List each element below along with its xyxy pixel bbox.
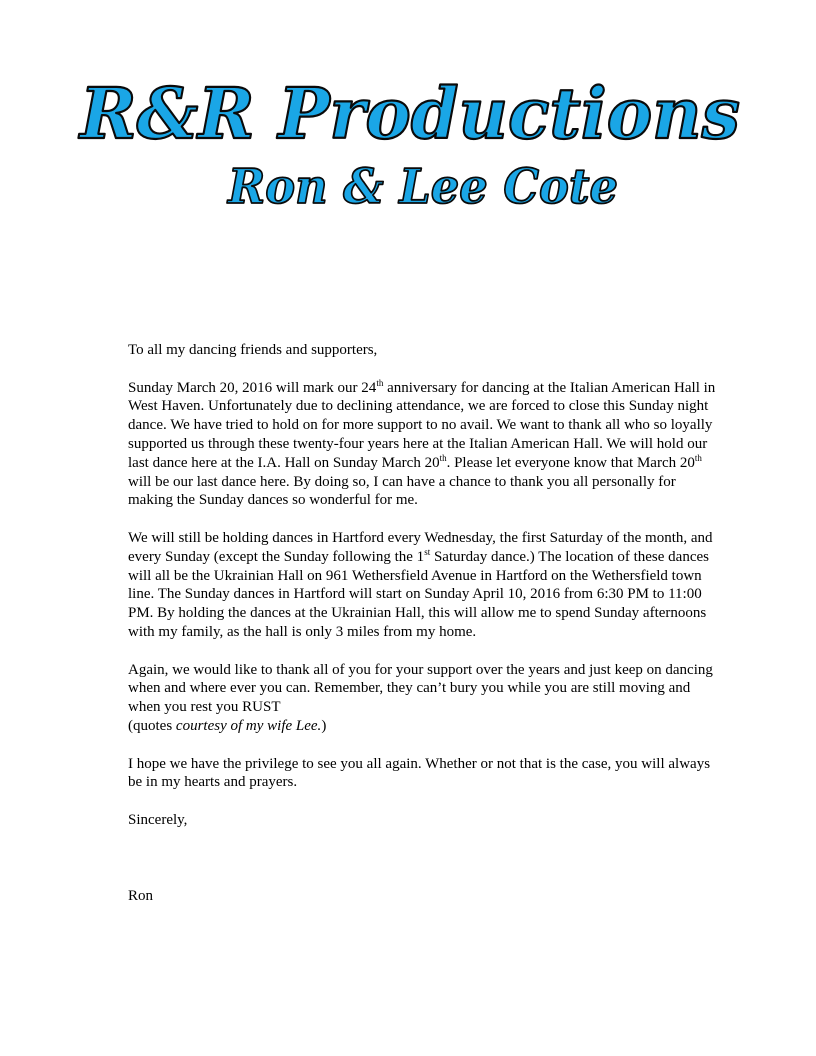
greeting: To all my dancing friends and supporters, <box>128 342 378 358</box>
paragraph-hartford-dances: We will still be holding dances in Hartford every Wednesday, the first Saturday of the month, and every Sunday (except the Sunday following the 1st Saturday dance.) The location of these dances will all be the Ukrainian Hall on 961 Wethersfield Avenue in Hartford on the Wethersfield town line. The Sunday dances in Hartford will start on Sunday April 10, 2016 from 6:30 PM to 11:00 PM. By holding the dances at the Ukrainian Hall, this will allow me to spend Sunday afternoons with my family, as the hall is only 3 miles from my home. <box>128 529 713 640</box>
letterhead-logo <box>0 0 816 240</box>
paragraph-closing-announcement: Sunday March 20, 2016 will mark our 24th anniversary for dancing at the Italian American Hall in West Haven. Unfortunately due to declining attendance, we are forced to close this Sunday night dance. We have tried to hold on for more support to no avail. We want to thank all who so loyally supported us through these twenty-four years here at the Italian American Hall. We will hold our last dance here at the I.A. Hall on Sunday March 20th. Please let everyone know that March 20th will be our last dance here. By doing so, I can have a chance to thank you all personally for making the Sunday dances so wonderful for me. <box>128 377 716 509</box>
owner-names: Ron & Lee Cote <box>226 159 619 215</box>
paragraph-thanks: Again, we would like to thank all of you for your support over the years and just keep on dancing when and where ever you can. Remember, they can’t bury you while you are still moving and when you rest you RUST (quotes courtesy of my wife Lee.) <box>128 661 713 734</box>
company-name: R&R Productions <box>78 72 741 155</box>
closing: Sincerely, <box>128 811 188 828</box>
letter-body <box>128 341 718 924</box>
letterhead <box>0 0 816 240</box>
quote-note: (quotes courtesy of my wife Lee.) <box>128 717 327 734</box>
paragraph-farewell: I hope we have the privilege to see you all again. Whether or not that is the case, you will always be in my hearts and prayers. <box>128 755 711 791</box>
signature: Ron <box>128 887 154 904</box>
